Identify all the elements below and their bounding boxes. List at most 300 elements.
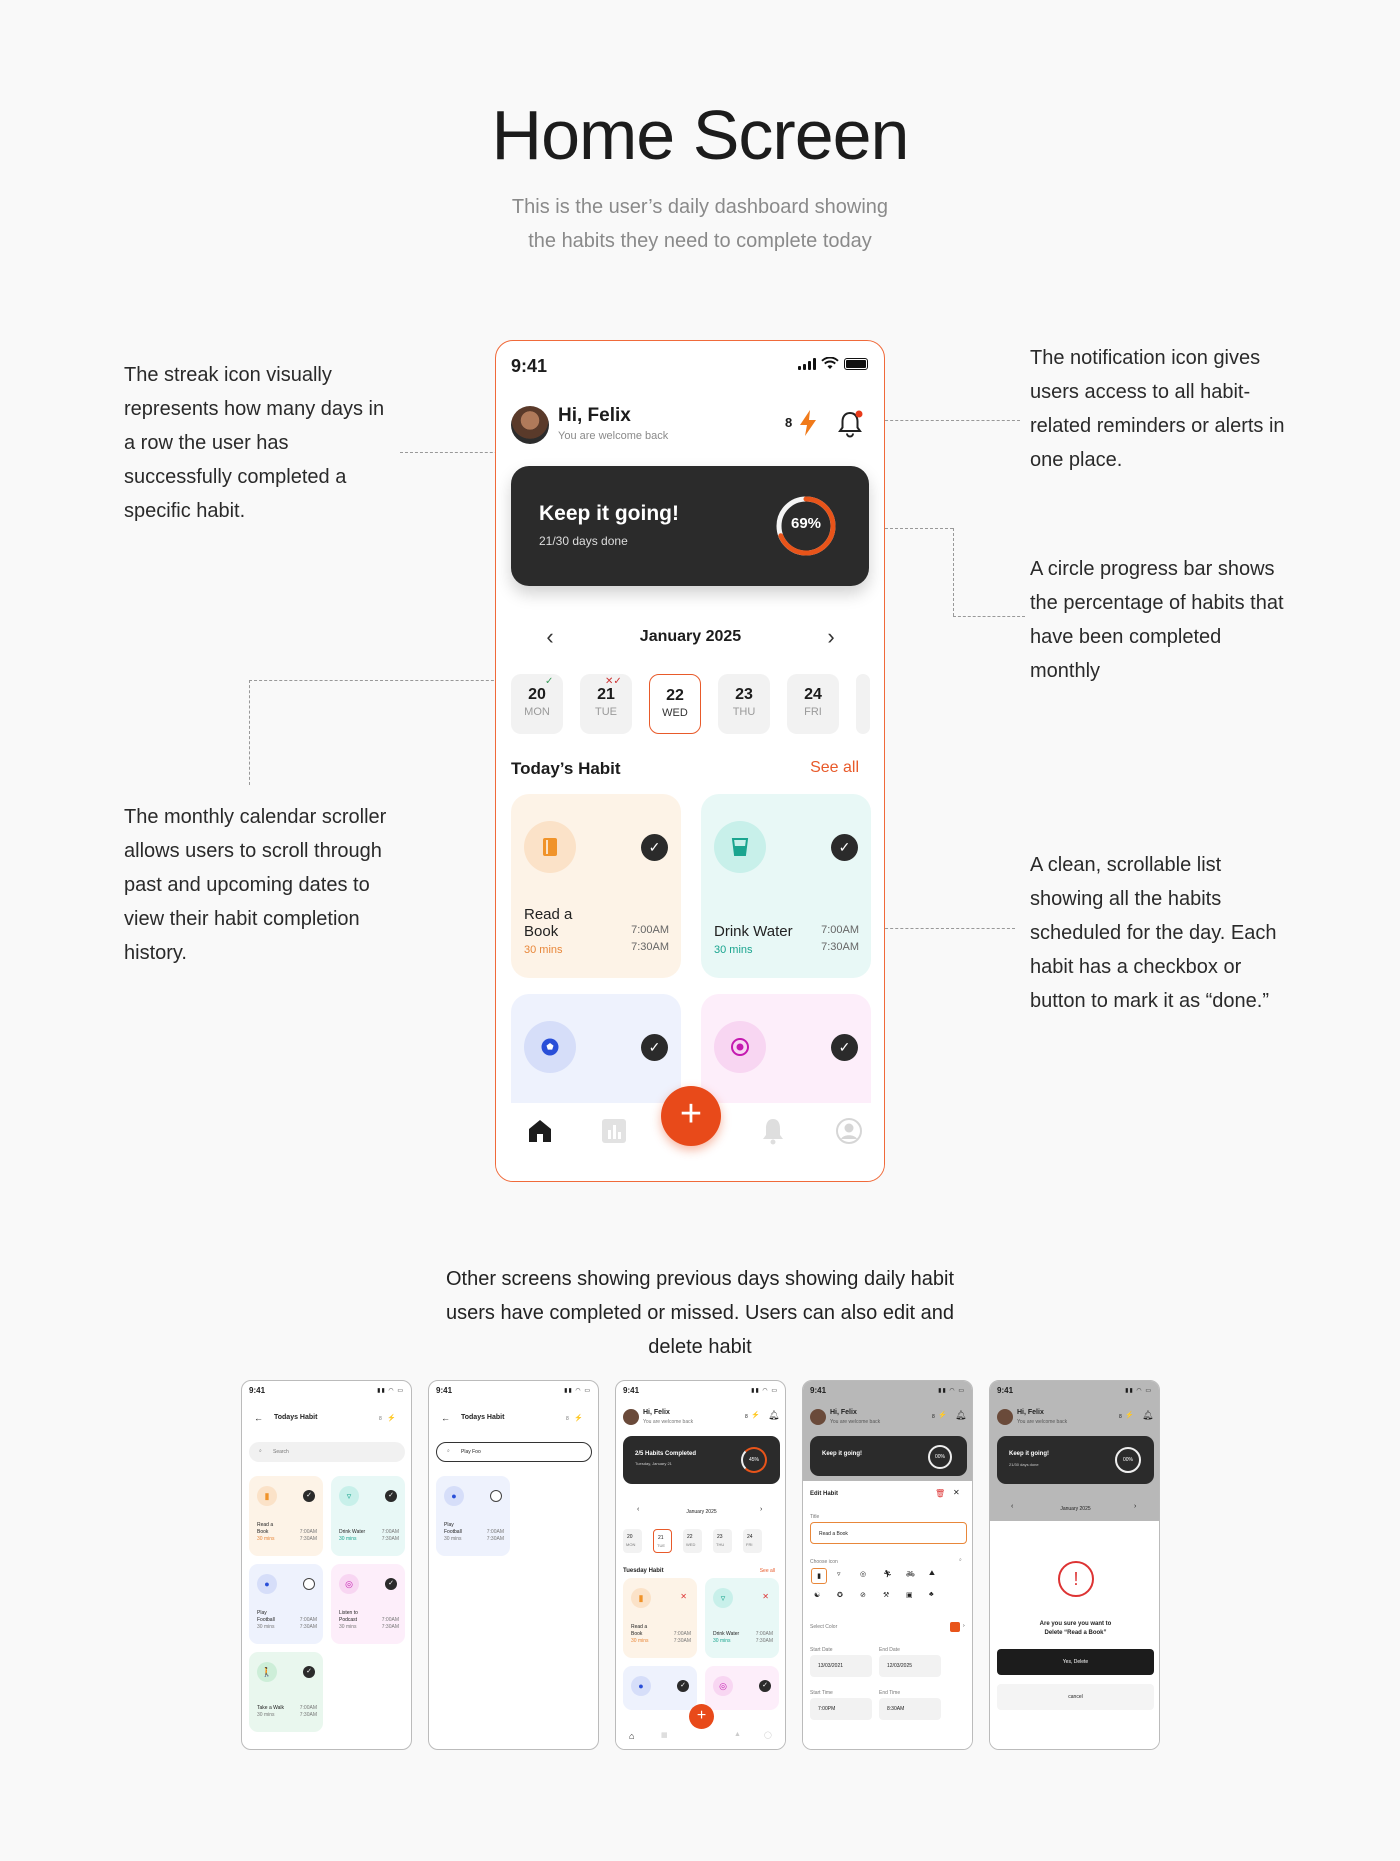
progress-card-title: 2/5 Habits Completed xyxy=(635,1451,697,1457)
note-line: monthly xyxy=(1030,660,1101,682)
wifi-icon xyxy=(821,357,839,370)
status-time: 9:41 xyxy=(623,1386,640,1395)
stats-tab-icon[interactable] xyxy=(600,1117,628,1145)
note-line: users access to all habit- xyxy=(1030,381,1251,403)
day-status-mark: ✕✓ xyxy=(605,676,622,687)
habit-name: Book xyxy=(631,1631,643,1637)
search-icon[interactable]: ⌕ xyxy=(959,1557,962,1563)
screen-title: Todays Habit xyxy=(461,1414,505,1421)
day-weekday: THU xyxy=(732,706,756,718)
progress-percent-label: 00% xyxy=(934,1454,945,1460)
book-icon[interactable]: ▮ xyxy=(811,1568,827,1584)
day-chip[interactable] xyxy=(580,674,632,734)
habit-card[interactable] xyxy=(701,994,871,1104)
end-date-field[interactable] xyxy=(879,1655,941,1677)
note-line: The streak icon visually xyxy=(124,364,332,386)
day-number: 23 xyxy=(735,686,753,703)
greeting-title: Hi, Felix xyxy=(643,1409,670,1416)
streak-count: 8 xyxy=(379,1416,382,1422)
progress-card xyxy=(997,1436,1154,1484)
habit-end-time: 7:30AM xyxy=(381,1624,399,1630)
glass-icon: ▿ xyxy=(339,1486,359,1506)
habit-duration: 30 mins xyxy=(257,1624,275,1630)
close-icon[interactable]: ✕ xyxy=(953,1488,960,1497)
day-chip[interactable] xyxy=(511,674,563,734)
mini-screen-previous-day xyxy=(615,1380,786,1750)
habit-card[interactable] xyxy=(623,1666,697,1710)
habit-card[interactable] xyxy=(701,794,871,978)
start-date-field[interactable] xyxy=(810,1655,872,1677)
day-weekday: TUE xyxy=(657,1543,665,1548)
note-line: one place. xyxy=(1030,449,1123,471)
notification-bell-icon: 🔔︎ xyxy=(1142,1410,1154,1420)
greeting-title: Hi, Felix xyxy=(558,405,631,426)
note-line: have been completed xyxy=(1030,626,1222,648)
profile-tab-icon[interactable] xyxy=(835,1117,863,1145)
note-line: a row the user has xyxy=(124,432,289,454)
habit-done-checkbox[interactable]: ✓ xyxy=(831,1034,858,1061)
streak-bolt-icon[interactable]: ⚡ xyxy=(387,1415,396,1422)
glass-icon xyxy=(714,821,766,873)
day-chip[interactable] xyxy=(683,1529,702,1553)
sheet-title: Edit Habit xyxy=(810,1491,838,1497)
habit-name-line: Read a xyxy=(524,906,573,923)
start-time-label: Start Time xyxy=(810,1690,833,1696)
chevron-right-icon[interactable]: › xyxy=(963,1623,965,1629)
streak-bolt-icon[interactable]: ⚡ xyxy=(751,1412,760,1419)
day-chip[interactable] xyxy=(713,1529,732,1553)
bus-icon[interactable]: ▣ xyxy=(906,1592,913,1599)
signal-icon xyxy=(798,358,816,370)
note-line: A circle progress bar shows xyxy=(1030,558,1275,580)
note-list xyxy=(1030,848,1276,1018)
confirm-text: Delete “Read a Book” xyxy=(1044,1630,1107,1636)
habit-start-time: 7:00AM xyxy=(299,1705,317,1711)
profile-tab-icon[interactable]: ◯ xyxy=(764,1732,772,1739)
status-time: 9:41 xyxy=(436,1386,453,1395)
title-label: Title xyxy=(810,1514,820,1520)
confirm-text: Are you sure you want to xyxy=(1039,1621,1112,1627)
progress-card-subtitle: 21/30 days done xyxy=(1009,1462,1039,1467)
streak-count: 8 xyxy=(566,1416,569,1422)
search-icon: ⌕ xyxy=(447,1448,450,1454)
football-icon xyxy=(524,1021,576,1073)
habit-duration: 30 mins xyxy=(339,1536,357,1542)
search-icon: ⌕ xyxy=(259,1448,262,1454)
day-chip-selected[interactable] xyxy=(649,674,701,734)
day-chip-selected[interactable] xyxy=(653,1529,672,1553)
day-weekday: FRI xyxy=(804,706,822,718)
caption-line: users have completed or missed. Users can also edit and xyxy=(445,1302,955,1324)
habit-done-checkbox[interactable] xyxy=(303,1578,315,1590)
habit-start-time: 7:00AM xyxy=(631,924,669,936)
run-icon[interactable]: 🏃︎ xyxy=(883,1571,892,1578)
note-progress xyxy=(1030,552,1284,688)
progress-card xyxy=(810,1436,967,1476)
podcast-icon: ◎ xyxy=(713,1676,733,1696)
day-number: 22 xyxy=(687,1534,693,1540)
status-time: 9:41 xyxy=(511,356,548,376)
status-icons: ▮▮ ◠ ▭ xyxy=(564,1388,591,1394)
day-number: 22 xyxy=(666,687,684,704)
day-number: 21 xyxy=(597,686,615,703)
status-icons: ▮▮ ◠ ▭ xyxy=(938,1388,965,1394)
end-date-label: End Date xyxy=(879,1647,900,1653)
streak-bolt-icon[interactable] xyxy=(797,409,819,437)
chevron-right-icon: › xyxy=(1134,1503,1137,1510)
habit-name: Drink Water xyxy=(713,1631,740,1637)
progress-card-title: Keep it going! xyxy=(1009,1451,1049,1457)
progress-percent-label: 45% xyxy=(748,1457,759,1463)
habit-card[interactable] xyxy=(331,1476,405,1556)
avatar[interactable] xyxy=(511,406,549,444)
habit-done-checkbox[interactable]: ✓ xyxy=(677,1680,689,1692)
subtitle-line: the habits they need to complete today xyxy=(528,230,872,252)
note-line: The monthly calendar scroller xyxy=(124,806,387,828)
connector-line xyxy=(249,680,250,785)
search-input[interactable] xyxy=(436,1442,592,1462)
select-color-label: Select Color xyxy=(810,1624,838,1630)
mini-screen-habit-list xyxy=(241,1380,412,1750)
habit-name: Book xyxy=(257,1529,269,1535)
day-chip[interactable] xyxy=(718,674,770,734)
habit-end-time: 7:30AM xyxy=(821,941,859,953)
see-all-link[interactable]: See all xyxy=(810,759,859,776)
note-line: represents how many days in xyxy=(124,398,385,420)
add-habit-button[interactable]: + xyxy=(661,1086,721,1146)
habit-name: Football xyxy=(257,1617,275,1623)
day-chip-partial[interactable] xyxy=(856,674,870,734)
habit-start-time: 7:00AM xyxy=(821,924,859,936)
choose-icon-label: Choose icon xyxy=(810,1559,838,1565)
habit-end-time: 7:30AM xyxy=(486,1536,504,1542)
color-swatch[interactable] xyxy=(950,1622,960,1632)
chevron-left-icon[interactable]: ‹ xyxy=(546,624,554,649)
award-icon[interactable]: ✪ xyxy=(837,1592,843,1599)
connector-line xyxy=(880,420,1020,421)
habit-done-checkbox[interactable] xyxy=(490,1490,502,1502)
yes-delete-button[interactable] xyxy=(997,1649,1154,1675)
see-all-link[interactable]: See all xyxy=(759,1568,775,1574)
back-arrow-icon[interactable]: ← xyxy=(254,1413,263,1423)
notification-bell-icon[interactable] xyxy=(836,409,864,439)
habit-start-time: 7:00AM xyxy=(673,1631,691,1637)
avatar[interactable] xyxy=(623,1409,639,1425)
progress-card-subtitle: 21/30 days done xyxy=(539,534,628,548)
greeting-subtitle: You are welcome back xyxy=(643,1419,694,1425)
day-weekday: MON xyxy=(524,706,550,718)
progress-card-title: Keep it going! xyxy=(539,502,679,525)
habit-done-checkbox[interactable]: ✓ xyxy=(303,1666,315,1678)
screen-title: Todays Habit xyxy=(274,1414,318,1421)
habit-end-time: 7:30AM xyxy=(631,941,669,953)
bike-icon[interactable]: 🚲︎ xyxy=(906,1571,915,1578)
day-number: 20 xyxy=(627,1534,633,1540)
start-date-label: Start Date xyxy=(810,1647,833,1653)
note-calendar xyxy=(124,800,386,970)
note-line: successfully completed a xyxy=(124,466,347,488)
chevron-right-icon[interactable]: › xyxy=(760,1506,763,1513)
note-line: history. xyxy=(124,942,187,964)
habit-card[interactable] xyxy=(249,1476,323,1556)
notification-bell-icon: 🔔︎ xyxy=(955,1410,967,1420)
progress-card-subtitle: Tuesday, January 21 xyxy=(635,1461,672,1466)
football-icon: ● xyxy=(257,1574,277,1594)
connector-line xyxy=(880,928,1015,929)
progress-percent-label: 00% xyxy=(1122,1457,1133,1463)
add-habit-button[interactable]: + xyxy=(689,1704,714,1729)
streak-count: 8 xyxy=(1119,1414,1122,1420)
month-navigator xyxy=(538,626,843,650)
habit-duration: 30 mins xyxy=(524,944,563,956)
warning-icon: ! xyxy=(1058,1561,1094,1597)
habit-duration: 30 mins xyxy=(257,1712,275,1718)
other-screens-caption xyxy=(430,1262,970,1364)
greeting-subtitle: You are welcome back xyxy=(830,1419,881,1425)
avatar xyxy=(810,1409,826,1425)
habit-end-time: 7:30AM xyxy=(381,1536,399,1542)
mini-screen-delete-confirm xyxy=(989,1380,1160,1750)
habit-card[interactable] xyxy=(249,1652,323,1732)
habit-done-checkbox[interactable]: ✓ xyxy=(759,1680,771,1692)
greeting-title: Hi, Felix xyxy=(1017,1409,1044,1416)
walk-icon: 🚶 xyxy=(257,1662,277,1682)
missed-x-icon[interactable]: ✕ xyxy=(762,1592,769,1601)
icon-picker-grid[interactable] xyxy=(810,1567,967,1611)
meditate-icon[interactable]: ☯︎ xyxy=(814,1592,821,1599)
habit-card[interactable] xyxy=(705,1666,779,1710)
habit-card[interactable] xyxy=(623,1578,697,1658)
greeting-subtitle: You are welcome back xyxy=(1017,1419,1068,1425)
chevron-left-icon: ‹ xyxy=(1011,1503,1014,1510)
habit-card[interactable] xyxy=(331,1564,405,1644)
habit-name: Take a Walk xyxy=(257,1705,285,1711)
book-icon: ▮ xyxy=(631,1588,651,1608)
day-weekday: THU xyxy=(716,1542,725,1547)
habit-start-time: 7:00AM xyxy=(486,1529,504,1535)
habit-name-line: Book xyxy=(524,923,559,940)
status-time: 9:41 xyxy=(249,1386,266,1395)
title-input[interactable] xyxy=(810,1522,967,1544)
chevron-left-icon[interactable]: ‹ xyxy=(637,1506,640,1513)
start-time-field[interactable] xyxy=(810,1698,872,1720)
day-chip[interactable] xyxy=(743,1529,762,1553)
day-number: 20 xyxy=(528,686,546,703)
avatar xyxy=(997,1409,1013,1425)
hike-icon[interactable]: ⛰︎ xyxy=(929,1570,935,1577)
delete-confirm-sheet xyxy=(990,1521,1160,1750)
note-line: habit has a checkbox or xyxy=(1030,956,1242,978)
section-title: Today’s Habit xyxy=(511,759,621,778)
habit-name: Drink Water xyxy=(339,1529,366,1535)
streak-count: 8 xyxy=(785,415,793,430)
glass-icon: ▿ xyxy=(713,1588,733,1608)
streak-count: 8 xyxy=(745,1414,748,1420)
habit-start-time: 7:00AM xyxy=(299,1617,317,1623)
caption-line: delete habit xyxy=(648,1336,752,1358)
missed-x-icon[interactable]: ✕ xyxy=(680,1592,687,1601)
status-icons: ▮▮ ◠ ▭ xyxy=(751,1388,778,1394)
note-line: scheduled for the day. Each xyxy=(1030,922,1277,944)
day-chip[interactable] xyxy=(787,674,839,734)
progress-card[interactable] xyxy=(511,466,869,586)
streak-bolt-icon: ⚡ xyxy=(1125,1412,1134,1419)
habit-start-time: 7:00AM xyxy=(299,1529,317,1535)
connector-line xyxy=(953,616,1025,617)
glass-icon[interactable]: ▿ xyxy=(837,1571,841,1578)
day-weekday: WED xyxy=(686,1542,696,1547)
cancel-button[interactable] xyxy=(997,1684,1154,1710)
podcast-icon xyxy=(714,1021,766,1073)
day-chip[interactable] xyxy=(623,1529,642,1553)
habit-end-time: 7:30AM xyxy=(755,1638,773,1644)
note-line: showing all the habits xyxy=(1030,888,1222,910)
habit-done-checkbox[interactable]: ✓ xyxy=(831,834,858,861)
habit-done-checkbox[interactable]: ✓ xyxy=(641,1034,668,1061)
podcast-icon: ◎ xyxy=(339,1574,359,1594)
book-icon: ▮ xyxy=(257,1486,277,1506)
habit-end-time: 7:30AM xyxy=(299,1536,317,1542)
day-weekday: FRI xyxy=(746,1542,753,1547)
day-number: 24 xyxy=(747,1534,753,1540)
habit-card[interactable] xyxy=(511,794,681,978)
progress-percent-label: 69% xyxy=(790,515,822,532)
caption-line: Other screens showing previous days showing daily habit xyxy=(445,1268,955,1290)
habit-card[interactable] xyxy=(511,994,681,1104)
habit-name: Play xyxy=(444,1522,454,1528)
habit-end-time: 7:30AM xyxy=(299,1624,317,1630)
habit-duration: 30 mins xyxy=(257,1536,275,1542)
trash-icon[interactable]: 🗑︎ xyxy=(935,1489,946,1498)
progress-card[interactable] xyxy=(623,1436,780,1484)
habit-done-checkbox[interactable]: ✓ xyxy=(303,1490,315,1502)
habit-duration: 30 mins xyxy=(713,1638,731,1644)
habit-done-checkbox[interactable]: ✓ xyxy=(385,1578,397,1590)
section-title: Tuesday Habit xyxy=(623,1568,664,1574)
day-status-mark: ✓ xyxy=(545,676,554,687)
day-number: 24 xyxy=(804,686,822,703)
note-line: related reminders or alerts in xyxy=(1030,415,1285,437)
habit-time xyxy=(631,922,669,956)
page-subtitle xyxy=(450,190,950,258)
habit-card[interactable] xyxy=(705,1578,779,1658)
notifications-tab-icon[interactable] xyxy=(759,1117,787,1145)
status-time: 9:41 xyxy=(810,1386,827,1395)
status-icons xyxy=(798,357,868,370)
habit-name: Listen to xyxy=(339,1610,358,1616)
habit-duration: 30 mins xyxy=(631,1638,649,1644)
note-line: specific habit. xyxy=(124,500,246,522)
note-line: allows users to scroll through xyxy=(124,840,382,862)
start-time-value: 7:00PM xyxy=(818,1706,836,1712)
status-icons: ▮▮ ◠ ▭ xyxy=(1125,1388,1152,1394)
habit-name: Read a xyxy=(257,1522,274,1528)
page-title: Home Screen xyxy=(491,96,909,174)
habit-duration: 30 mins xyxy=(714,944,753,956)
habit-duration: 30 mins xyxy=(444,1536,462,1542)
end-time-field[interactable] xyxy=(879,1698,941,1720)
habit-name: Football xyxy=(444,1529,462,1535)
edit-habit-sheet xyxy=(803,1481,973,1750)
month-label: January 2025 xyxy=(639,628,742,645)
connector-line xyxy=(875,528,953,529)
book-icon xyxy=(524,821,576,873)
battery-icon xyxy=(844,358,868,370)
home-screen-phone xyxy=(495,340,885,1182)
greeting-title: Hi, Felix xyxy=(830,1409,857,1416)
home-tab-icon[interactable]: ⌂ xyxy=(629,1731,635,1741)
habit-done-checkbox[interactable]: ✓ xyxy=(641,834,668,861)
habit-time xyxy=(821,922,859,956)
end-time-value: 8:30AM xyxy=(887,1706,905,1712)
habit-name xyxy=(524,906,572,940)
habit-end-time: 7:30AM xyxy=(299,1712,317,1718)
note-streak xyxy=(124,358,384,528)
streak-bolt-icon[interactable]: ⚡ xyxy=(574,1415,583,1422)
start-date-value: 13/03/2021 xyxy=(818,1663,844,1669)
note-line: button to mark it as “done.” xyxy=(1030,990,1270,1012)
stats-tab-icon[interactable]: ▦ xyxy=(661,1732,668,1739)
habit-card[interactable] xyxy=(436,1476,510,1556)
streak-count: 8 xyxy=(932,1414,935,1420)
end-date-value: 12/03/2025 xyxy=(887,1663,913,1669)
calendar-day-scroller[interactable] xyxy=(511,674,885,736)
habit-card[interactable] xyxy=(249,1564,323,1644)
note-line: past and upcoming dates to xyxy=(124,874,370,896)
connector-line xyxy=(249,680,509,681)
note-line: the percentage of habits that xyxy=(1030,592,1284,614)
search-value: Play Foo xyxy=(461,1449,481,1455)
day-number: 21 xyxy=(658,1535,664,1541)
notification-bell-icon[interactable]: 🔔︎ xyxy=(768,1410,780,1420)
title-value: Read a Book xyxy=(819,1531,848,1537)
no-smoking-icon[interactable]: ⊘ xyxy=(860,1592,866,1599)
streak-bolt-icon: ⚡ xyxy=(938,1412,947,1419)
notifications-tab-icon[interactable]: ▲ xyxy=(734,1731,741,1738)
chevron-right-icon[interactable]: › xyxy=(827,624,835,649)
subtitle-line: This is the user’s daily dashboard showing xyxy=(511,196,889,218)
status-icons: ▮▮ ◠ ▭ xyxy=(377,1388,404,1394)
football-icon[interactable]: ◎ xyxy=(860,1571,867,1578)
mini-screen-edit-habit xyxy=(802,1380,973,1750)
habit-name: Read a xyxy=(631,1624,648,1630)
day-number: 23 xyxy=(717,1534,723,1540)
greeting-subtitle: You are welcome back xyxy=(558,430,669,442)
habit-name: Drink Water xyxy=(714,923,793,940)
football-icon: ● xyxy=(631,1676,651,1696)
note-line: view their habit completion xyxy=(124,908,360,930)
habit-done-checkbox[interactable]: ✓ xyxy=(385,1490,397,1502)
month-label: January 2025 xyxy=(1060,1506,1091,1512)
day-weekday: MON xyxy=(626,1542,636,1547)
habit-start-time: 7:00AM xyxy=(381,1617,399,1623)
habit-start-time: 7:00AM xyxy=(381,1529,399,1535)
home-tab-icon[interactable] xyxy=(526,1117,554,1145)
end-time-label: End Time xyxy=(879,1690,901,1696)
note-line: A clean, scrollable list xyxy=(1030,854,1222,876)
search-input[interactable] xyxy=(249,1442,405,1462)
day-weekday: WED xyxy=(662,707,688,719)
day-weekday: TUE xyxy=(595,706,617,718)
plant-icon[interactable]: ♣︎ xyxy=(929,1591,934,1598)
back-arrow-icon[interactable]: ← xyxy=(441,1413,450,1423)
connector-line xyxy=(953,528,954,616)
status-time: 9:41 xyxy=(997,1386,1014,1395)
football-icon: ● xyxy=(444,1486,464,1506)
progress-card-title: Keep it going! xyxy=(822,1451,862,1457)
mini-screen-search xyxy=(428,1380,599,1750)
gym-icon[interactable]: ⚒︎ xyxy=(883,1592,890,1599)
